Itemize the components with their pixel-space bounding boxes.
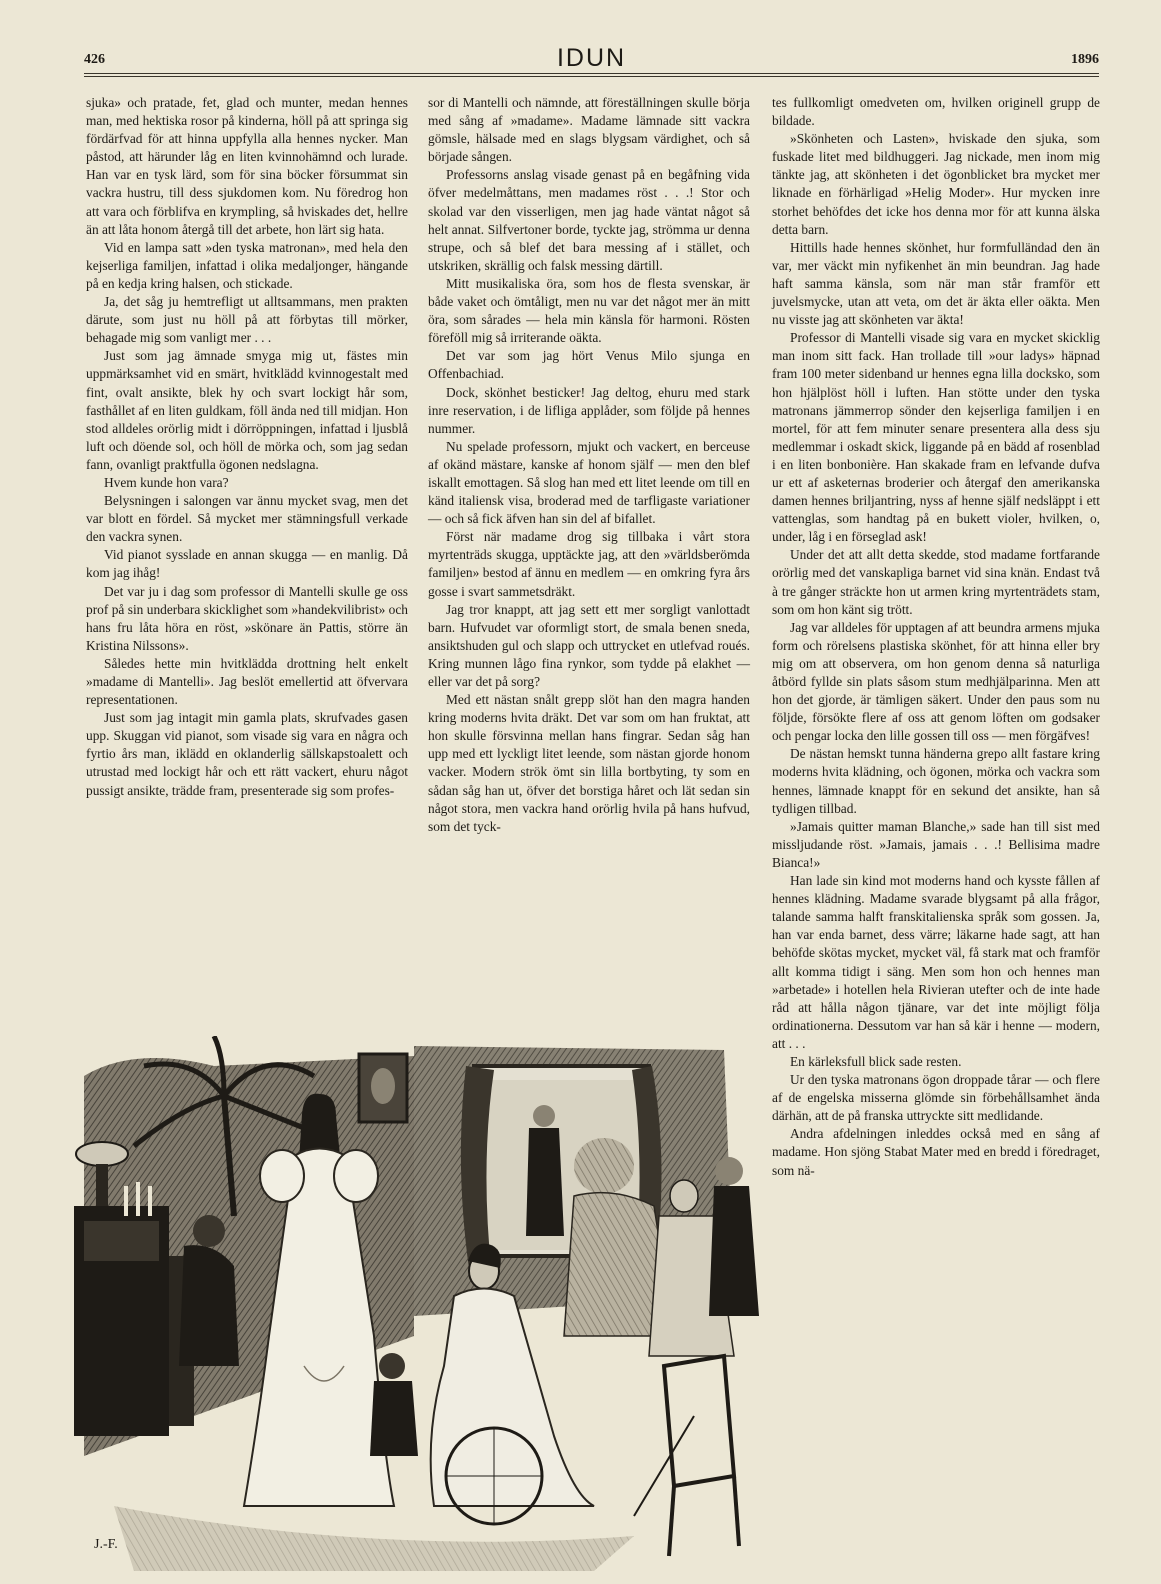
magazine-title: IDUN <box>556 44 627 72</box>
paragraph: Vid pianot sysslade en annan skugga — en manlig. Då kom jag ihåg! <box>86 547 408 581</box>
paragraph: Dock, skönhet besticker! Jag deltog, ehuru med stark inre reservation, i de lifliga applåder, som följde på hennes nummer. <box>428 384 750 436</box>
paragraph: Under det att allt detta skedde, stod madame fortfarande orörlig med det vanskapliga barnet vid sina knän. Endast två à tre gånger sträckte hon ut armen kring myrtenträdets stam, som om hon känt sig trött. <box>772 547 1100 617</box>
page-header <box>84 46 1099 74</box>
paragraph: De nästan hemskt tunna händerna grepo allt fastare kring moderns hvita klädning, och ögonen, mörka och vackra som hennes, lämnade knappt för en sekund det ansikte, han så tydligen tillbad. <box>772 746 1100 816</box>
paragraph: Med ett nästan snålt grepp slöt han den magra handen kring moderns hvita dräkt. Det var som om han fruktat, att hon skulle försvinna mellan hans fingrar. Sedan såg han upp med ett lyckligt litet leende, som nästan gjorde honom vacker. Modern strök ömt sin lilla bortbyting, ty som en sådan såg han ut, öfver det borstiga håret och lät sedan sin något stora, men vackra hand orörlig hvila på hans hufvud, som det tyck- <box>428 692 750 834</box>
paragraph: Andra afdelningen inleddes också med en sång af madame. Hon sjöng Stabat Mater med en bredd i föredraget, som nä- <box>772 1126 1100 1178</box>
paragraph: Vid en lampa satt »den tyska matronan», med hela den kejserliga familjen, infattad i olika medaljonger, hängande på en kedja kring halsen, och stickade. <box>86 239 408 291</box>
issue-year: 1896 <box>1071 52 1099 67</box>
paragraph: Han lade sin kind mot moderns hand och kysste fållen af hennes klädning. Madame svarade blygsamt på alla frågor, talande samma halft franskitalienska språk som gossen. Ja, han var enda barnet, dess värre; läkarne hade sagt, att han behöfde skötas mycket, mycket väl, få stark mat och framför allt komma tidigt i säng. Men som hon och hennes man »arbetade» i hotellen hela Rivieran utefter och de inte hade råd att hålla någon tjänare, var det inte möjligt följa ordinationerna. Dessutom var han så kär i henne — modern, att . . . <box>772 873 1100 1051</box>
paragraph: tes fullkomligt omedveten om, hvilken originell grupp de bildade. <box>772 95 1100 129</box>
paragraph: »Jamais quitter maman Blanche,» sade han till sist med missljudande röst. »Jamais, jamais . . .! Bellisima madre Bianca!» <box>772 818 1100 870</box>
illustration-drawing <box>74 1036 764 1571</box>
paragraph: Mitt musikaliska öra, som hos de flesta svenskar, är både vaket och ömtåligt, men nu var det något mer än mitt öra, som sårades — hela min känsla för harmoni. Rösten föreföll mig så irriterande oäkta. <box>428 275 750 346</box>
paragraph: Det var som jag hört Venus Milo sjunga en Offenbachiad. <box>428 348 750 382</box>
paragraph: Ja, det såg ju hemtrefligt ut alltsammans, men prakten därute, som just nu höll på att förbytas till mörker, behagade mig som vanligt mer . . . <box>86 294 408 346</box>
paragraph: Professorns anslag visade genast på en begåfning vida öfver medelmåttans, men madames röst . . .! Stor och skolad var den visserligen, men jag hade väntat något så helt annat. Silfvertoner borde, tyckte jag, strömma ur denna strupe, och så blef det bara messing af i stället, och utskriken, skrällig och falsk messing därtill. <box>428 167 750 273</box>
paragraph: Hittills hade hennes skönhet, hur formfulländad den än var, mer väckt min nyfikenhet än min beundran. Jag hade haft samma känsla, som när man står framför ett juvelsmycke, utan att veta, om det är äkta eller oäkta. Men nu visste jag att skönheten var äkta! <box>772 239 1100 328</box>
paragraph: Just som jag ämnade smyga mig ut, fästes min uppmärksamhet vid en smärt, hvitklädd kvinnogestalt med fint, ovalt ansikte, blek hy och svart lockigt hår som, fasthållet af en liten guldkam, föll ända ned till midjan. Hon stod alldeles orörlig midt i dörröppningen, infattad i ljusblå luft och döende sol, och höll de mörka och, som jag sedan fann, ovanligt praktfulla ögonen nedslagna. <box>86 348 408 472</box>
header-rule-double <box>84 76 1099 77</box>
paragraph: sjuka» och pratade, fet, glad och munter, medan hennes man, med hektiska rosor på kinderna, höll på att springa sig fördärfvad för att hinna uppfylla alla hennes nycker. Man påstod, att härunder låg en liten kvinnohämnd och lurade. Han var en tysk lärd, som för sina böcker försummat sin vackra hustru, till dess sjukdomen kom. Nu föredrog hon att vara och förblifva en krympling, så hviskades det, hellre än att låta honom återgå till det arbete, hon lärt sig hata. <box>86 95 408 237</box>
paragraph: Ur den tyska matronans ögon droppade tårar — och flere af de engelska misserna glömde sin förbehållsamhet ända därhän, att de på franska uttryckte sitt medlidande. <box>772 1072 1100 1124</box>
paragraph: sor di Mantelli och nämnde, att föreställningen skulle börja med sång af »madame». Madame lämnade sitt vackra gömsle, hälsade med en slags blygsam värdighet, och så började sången. <box>428 95 750 165</box>
paragraph: Professor di Mantelli visade sig vara en mycket skicklig man inom sitt fack. Han trollade till »our ladys» häpnad fram 100 meter sidenband ur hennes egna lilla docksko, som hon hjälplöst höll i luften. Han stötte under den tyska matronans jämmerrop sönder den kejserliga familjen i en mortel, för att fem minuter senare presentera alla dess sju medlemmar i oskadt skick, liggande på en bädd af rosenblad i en liten bonbonière. Han skakade fram en lefvande dufva ur ett af asketernas broderier och återgaf den amerikanska damen hennes briljantring, nyss af henne själf nedsläppt i ett vattenglas, som handtag på en bukett violer, hvilken, o, under, låg i en förseglad ask! <box>772 330 1100 545</box>
paragraph: Jag var alldeles för upptagen af att beundra armens mjuka form och rörelsens plastiska skönhet, för att hinna eller bry mig om att observera, om hon genom denna så naturliga åtbörd fyllde sin plats såsom stum medhjälparinna. Men att hon det gjorde, är tämligen säkert. Under den paus som nu följde, försökte flere af oss att genom löften om godsaker och pengar locka den lille gossen till oss — men förgäfves! <box>772 619 1100 744</box>
paragraph: Således hette min hvitklädda drottning helt enkelt »madame di Mantelli». Jag beslöt emellertid att öfvervara representationen. <box>86 655 408 708</box>
paragraph: Nu spelade professorn, mjukt och vackert, en berceuse af okänd mästare, kanske af honom själf — men den blef iskallt emottagen. Så slog han med ett litet leende om till en känd italiensk visa, broderad med de tarfligaste variationer — och så fick äfven han sin del af bifallet. <box>428 438 750 527</box>
text-column-2 <box>428 94 750 836</box>
page-number: 426 <box>84 52 105 67</box>
paragraph: Jag tror knappt, att jag sett ett mer sorgligt vanlottadt barn. Hufvudet var oformligt stort, de smala benen sneda, ansiktshuden gul och slapp och uttrycket en utlefvad roués. Kring munnen lågo fina rynkor, som tydde på elakhet — eller var det på sorg? <box>428 601 750 689</box>
paragraph: Just som jag intagit min gamla plats, skrufvades gasen upp. Skuggan vid pianot, som visade sig vara en några och fyrtio års man, iklädd en oklanderlig sällskapstoalett och utrustad med lockigt hår och ett rätt vackert, ehuru något pussigt ansikte, trädde fram, presenterade sig som profes- <box>86 710 408 798</box>
paragraph: Hvem kunde hon vara? <box>104 474 229 490</box>
paragraph: »Skönheten och Lasten», hviskade den sjuka, som fuskade litet med bildhuggeri. Jag nickade, men inom mig tänkte jag, att skönheten i det ögonblicket bra mycket mer liknade en förhärligad »Helig Moder». Hur mycken inre storhet behöfdes det icke hos denna mor för att kunna älska detta barn. <box>772 131 1100 237</box>
salon-illustration <box>74 1036 764 1571</box>
text-column-3 <box>772 94 1100 1180</box>
paragraph: En kärleksfull blick sade resten. <box>790 1053 962 1069</box>
paragraph: Först när madame drog sig tillbaka i vårt stora myrtenträds skugga, upptäckte jag, att den »världsberömda familjen» bestod af ännu en medlem — en omkring fyra års gosse i svart sammetsdräkt. <box>428 529 750 599</box>
paragraph: Belysningen i salongen var ännu mycket svag, men det var blott en fördel. Så mycket mer stämningsfull verkade den vackra synen. <box>86 493 408 545</box>
paragraph: Det var ju i dag som professor di Mantelli skulle ge oss prof på sin underbara skicklighet som »handekvilibrist» och hans fru låta höra en röst, »skönare än Pattis, större än Kristina Nilssons». <box>86 583 408 653</box>
header-rule <box>84 73 1099 74</box>
artist-signature: J.-F. <box>94 1537 118 1552</box>
text-column-1 <box>86 94 408 800</box>
